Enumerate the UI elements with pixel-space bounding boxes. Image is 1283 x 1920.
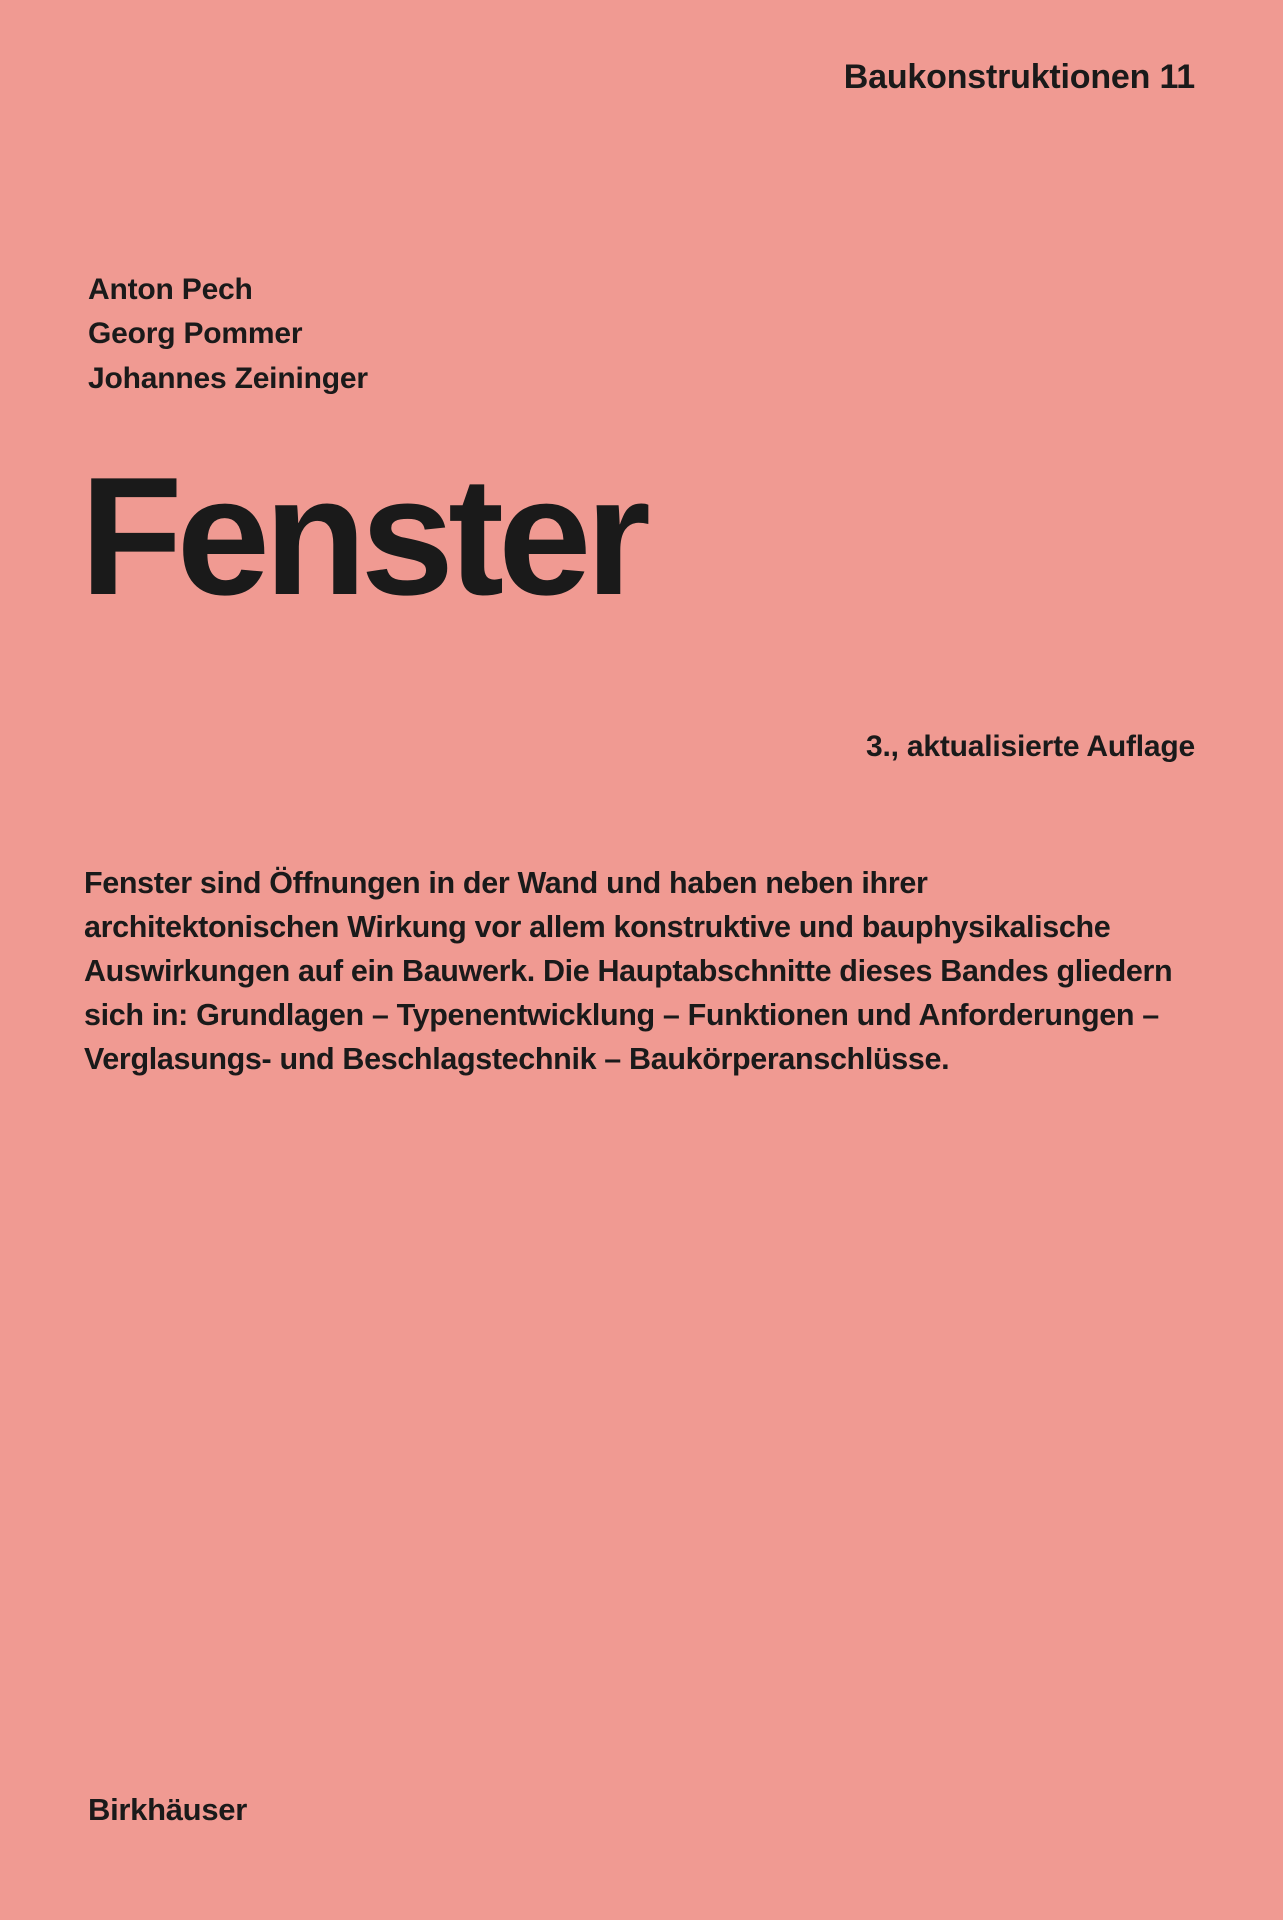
author-name: Anton Pech xyxy=(88,273,253,306)
page-title: Fenster xyxy=(80,442,645,630)
edition-statement: 3., aktualisierte Auflage xyxy=(865,730,1195,763)
author-name: Johannes Zeininger xyxy=(88,361,368,395)
publisher-name: Birkhäuser xyxy=(88,1792,247,1827)
series-title: Baukonstruktionen 11 xyxy=(843,58,1195,96)
cover-blurb: Fenster sind Öffnungen in der Wand und haben neben ihrer architektonischen Wirkung vor allem konstruktive und bauphysikalische Auswirkungen auf ein Bauwerk. Die Hauptabschnitte dieses Bandes gliedern sich in: Grundlagen – Typenentwicklung – Funktionen und Anforderungen – Verglasungs- und Beschlagstechnik – Baukörperanschlüsse. xyxy=(84,866,1173,1076)
author-list xyxy=(88,268,368,401)
author-name: Georg Pommer xyxy=(88,317,303,351)
